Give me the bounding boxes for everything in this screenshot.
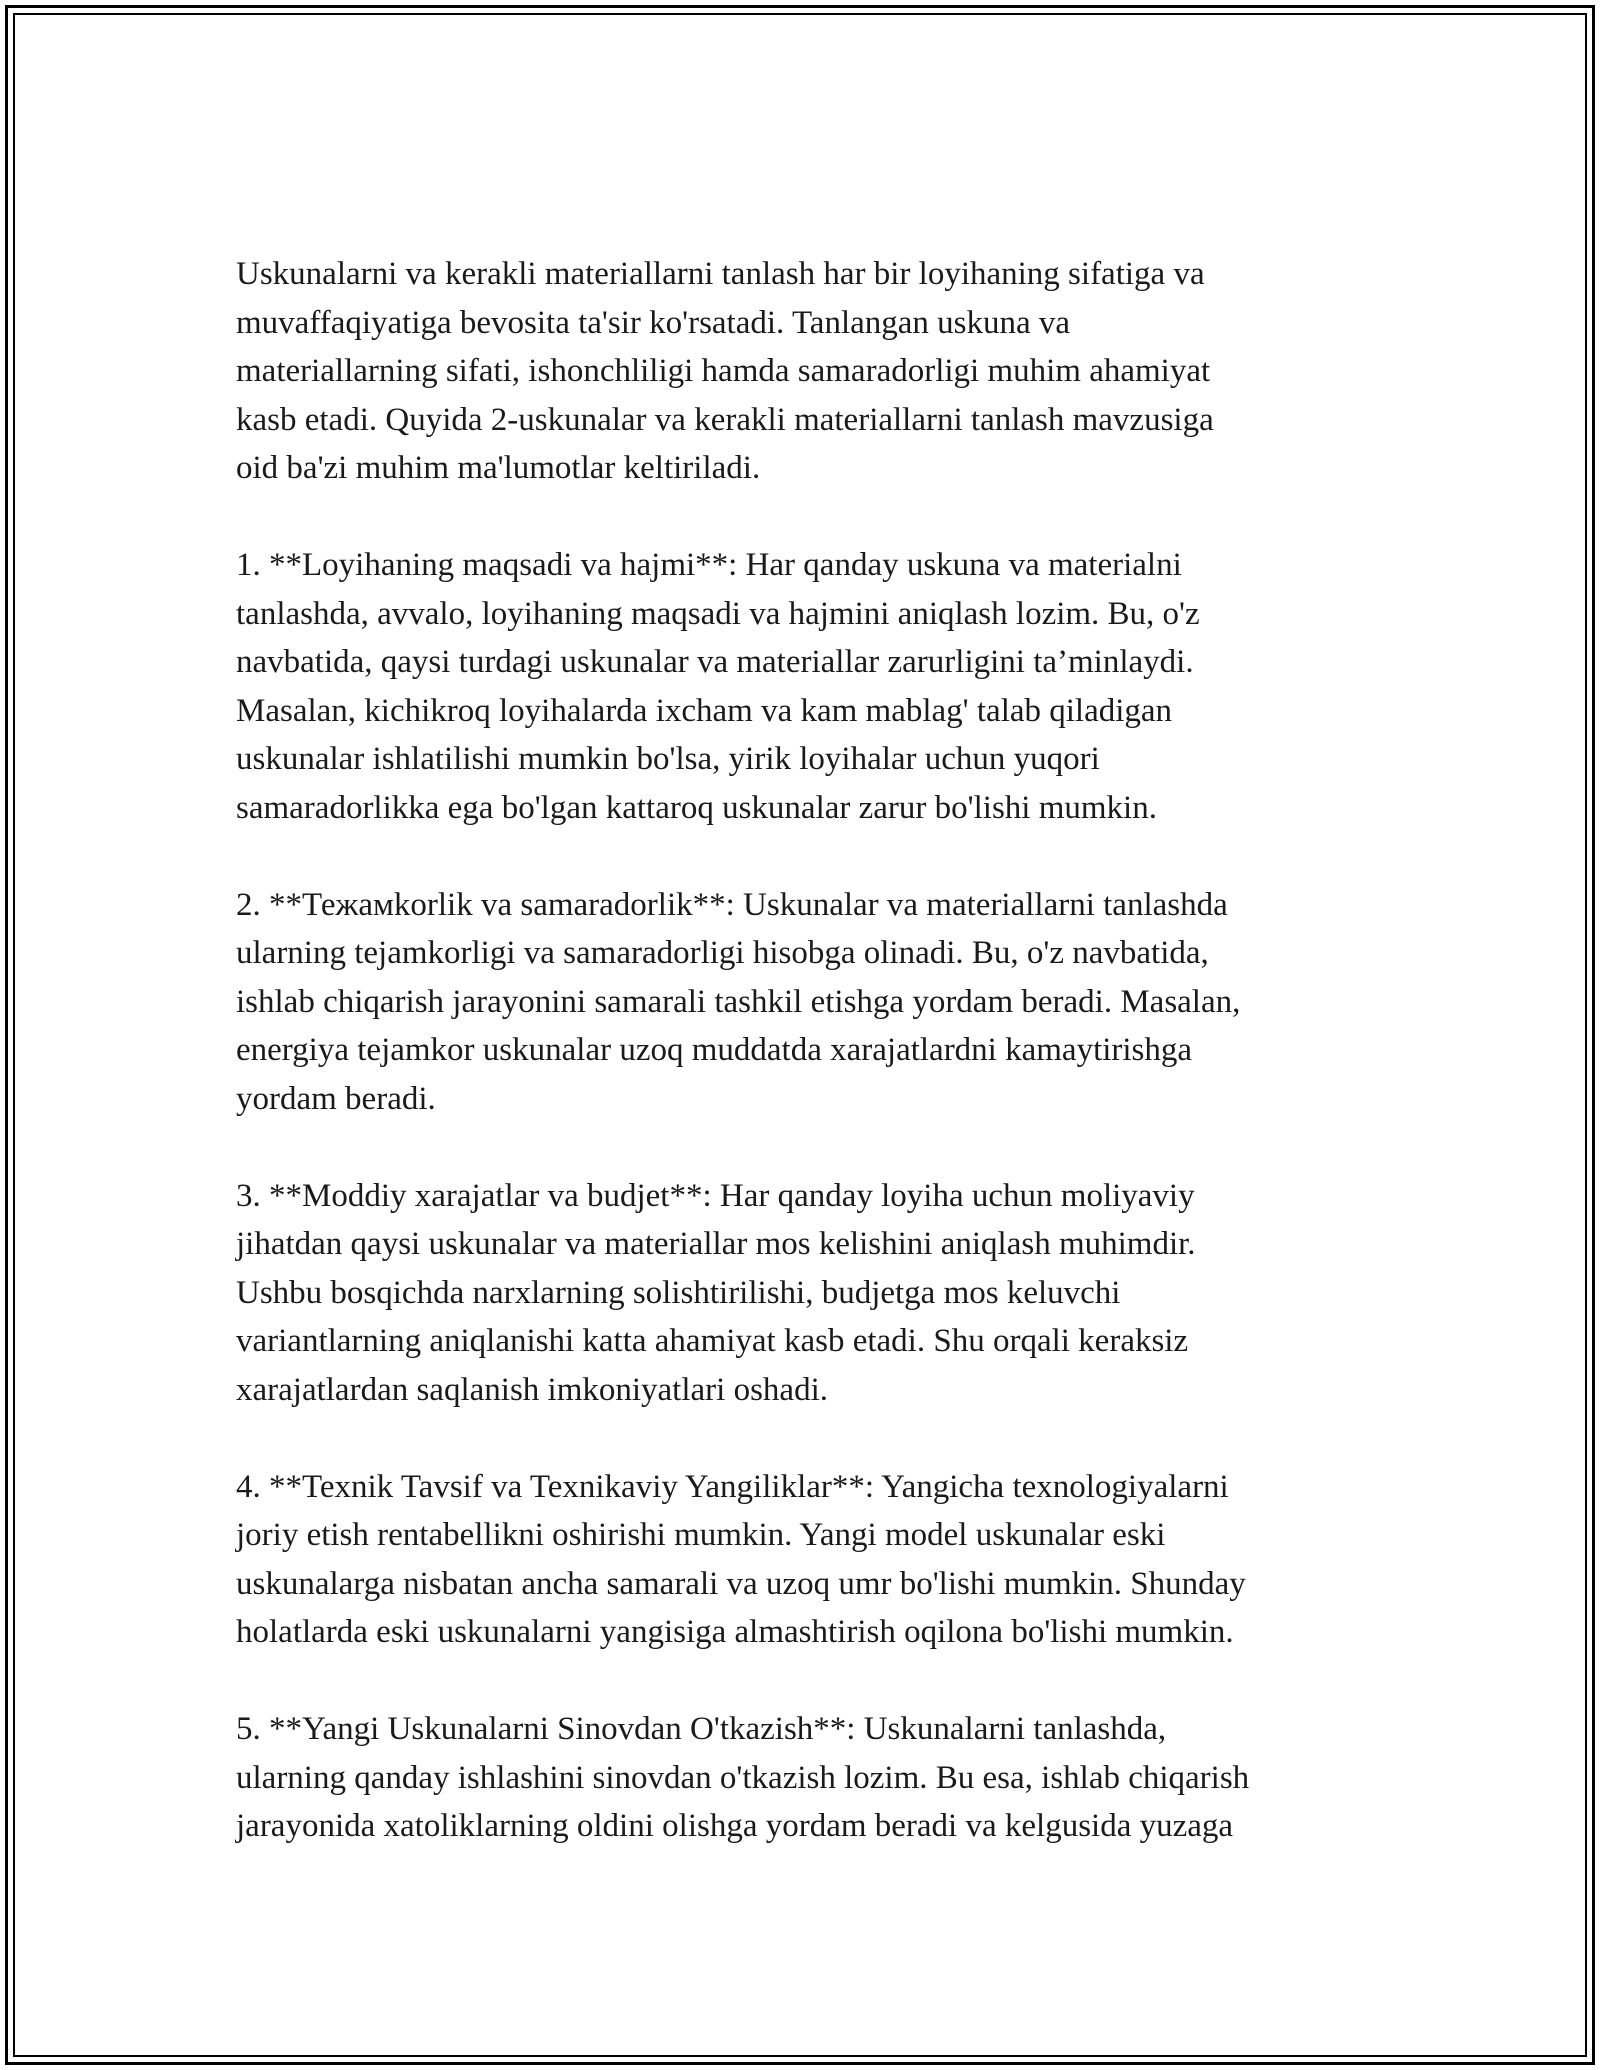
item-3-paragraph: 3. **Moddiy xarajatlar va budjet**: Har qanday loyiha uchun moliyaviy jihatdan qaysi uskunalar va materiallar mos kelishini aniqlash muhimdir. Ushbu bosqichda narxlarning solishtirilishi, budjetga mos keluvchi variantlarning aniqlanishi katta ahamiyat kasb etadi. Shu orqali keraksiz xarajatlardan saqlanish imkoniyatlari oshadi. bbox=[236, 1177, 1196, 1408]
intro-paragraph: Uskunalarni va kerakli materiallarni tanlash har bir loyihaning sifatiga va muvaffaqiyatiga bevosita ta'sir ko'rsatadi. Tanlangan uskuna va materiallarning sifati, ishonchliligi hamda samaradorligi muhim ahamiyat kasb etadi. Quyida 2-uskunalar va kerakli materiallarni tanlash mavzusiga oid ba'zi muhim ma'lumotlar keltiriladi. bbox=[236, 256, 1214, 486]
document-body bbox=[236, 250, 1386, 1851]
item-2-paragraph: 2. **Тежамkorlik va samaradorlik**: Uskunalar va materiallarni tanlashda ularning tejamkorligi va samaradorligi hisobga olinadi. Bu, o'z navbatida, ishlab chiqarish jarayonini samarali tashkil etishga yordam beradi. Masalan, energiya tejamkor uskunalar uzoq muddatda xarajatlardni kamaytirishga yordam beradi. bbox=[236, 886, 1241, 1117]
item-5-paragraph: 5. **Yangi Uskunalarni Sinovdan O'tkazish**: Uskunalarni tanlashda, ularning qanday ishlashini sinovdan o'tkazish lozim. Bu esa, ishlab chiqarish jarayonida xatoliklarning oldini olishga yordam beradi va kelgusida yuzaga bbox=[236, 1711, 1250, 1844]
item-1-paragraph: 1. **Loyihaning maqsadi va hajmi**: Har qanday uskuna va materialni tanlashda, avvalo, loyihaning maqsadi va hajmini aniqlash lozim. Bu, o'z navbatida, qaysi turdagi uskunalar va materiallar zarurligini ta’minlaydi. Masalan, kichikroq loyihalarda ixcham va kam mablag' talab qiladigan uskunalar ishlatilishi mumkin bo'lsa, yirik loyihalar uchun yuqori samaradorlikka ega bo'lgan kattaroq uskunalar zarur bo'lishi mumkin. bbox=[236, 547, 1200, 826]
item-4-paragraph: 4. **Texnik Tavsif va Texnikaviy Yangiliklar**: Yangicha texnologiyalarni joriy etish rentabellikni oshirishi mumkin. Yangi model uskunalar eski uskunalarga nisbatan ancha samarali va uzoq umr bo'lishi mumkin. Shunday holatlarda eski uskunalarni yangisiga almashtirish oqilona bo'lishi mumkin. bbox=[236, 1468, 1246, 1650]
